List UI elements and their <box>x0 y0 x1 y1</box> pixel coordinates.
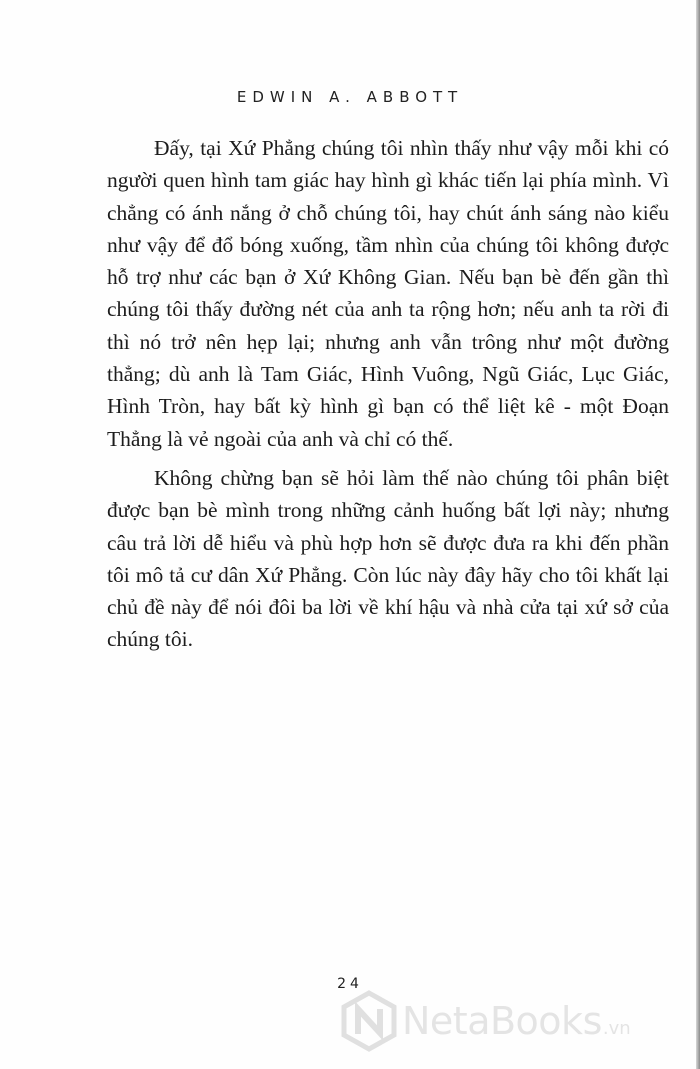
watermark-brand: NetaBooks <box>402 999 602 1043</box>
page-edge-shadow <box>696 0 700 1069</box>
watermark-suffix: .vn <box>602 1017 631 1039</box>
body-text <box>107 132 669 656</box>
watermark <box>340 990 631 1052</box>
running-head: EDWIN A. ABBOTT <box>236 88 464 106</box>
netabooks-logo-icon <box>340 990 398 1052</box>
paragraph: Đấy, tại Xứ Phẳng chúng tôi nhìn thấy như vậy mỗi khi có người quen hình tam giác hay hình gì khác tiến lại phía mình. Vì chẳng có ánh nắng ở chỗ chúng tôi, hay chút ánh sáng nào kiểu như vậy để đổ bóng xuống, tầm nhìn của chúng tôi không được hỗ trợ như các bạn ở Xứ Không Gian. Nếu bạn bè đến gần thì chúng tôi thấy đường nét của anh ta rộng hơn; nếu anh ta rời đi thì nó trở nên hẹp lại; nhưng anh vẫn trông như một đường thẳng; dù anh là Tam Giác, Hình Vuông, Ngũ Giác, Lục Giác, Hình Tròn, hay bất kỳ hình gì bạn có thể liệt kê - một Đoạn Thẳng là vẻ ngoài của anh và chỉ có thế. <box>107 136 669 451</box>
paragraph: Không chừng bạn sẽ hỏi làm thế nào chúng tôi phân biệt được bạn bè mình trong những cảnh huống bất lợi này; nhưng câu trả lời dễ hiểu và phù hợp hơn sẽ được đưa ra khi đến phần tôi mô tả cư dân Xứ Phẳng. Còn lúc này đây hãy cho tôi khất lại chủ đề này để nói đôi ba lời về khí hậu và nhà cửa tại xứ sở của chúng tôi. <box>107 465 669 652</box>
page-number: 24 <box>337 976 363 992</box>
